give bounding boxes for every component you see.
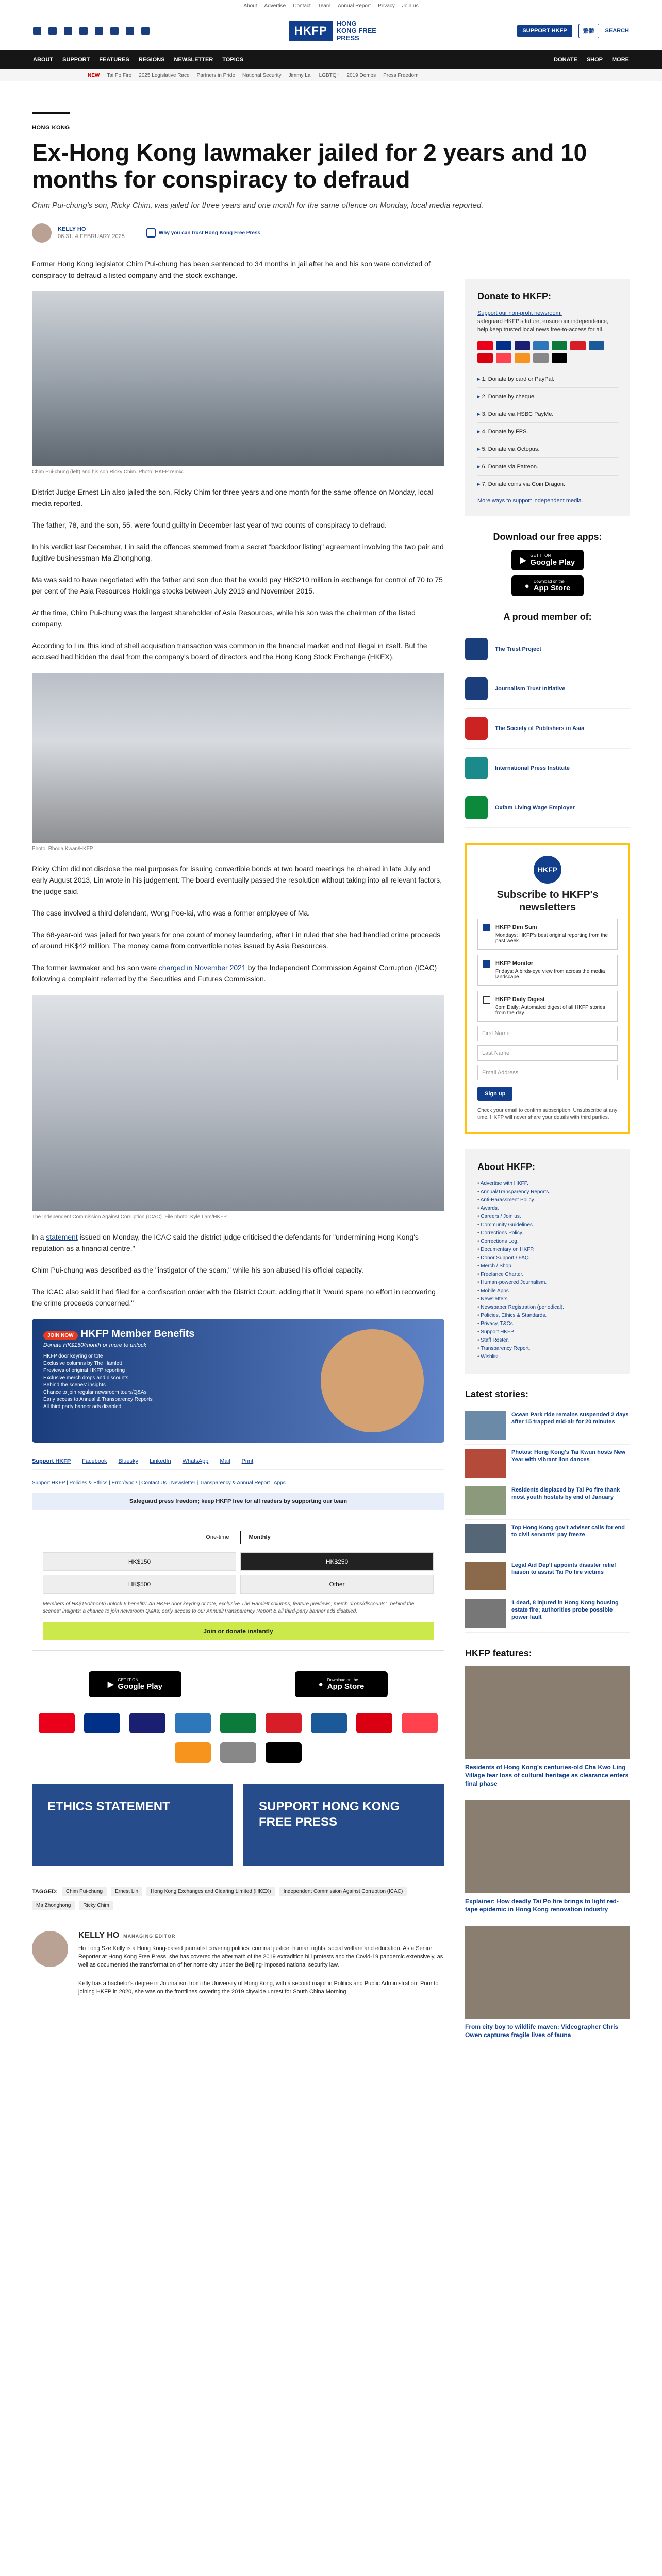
about-link[interactable]: • Merch / Shop. bbox=[477, 1262, 618, 1270]
donate-method[interactable]: ▸ 2. Donate by cheque. bbox=[477, 387, 618, 405]
sidebar bbox=[465, 258, 630, 2052]
paypal-icon bbox=[84, 1713, 120, 1733]
logo-box: HKFP bbox=[289, 21, 333, 41]
about-link[interactable]: • Transparency Report. bbox=[477, 1345, 618, 1353]
nav-item[interactable]: SHOP bbox=[586, 57, 603, 63]
paragraph: Ricky Chim did not disclose the real purposes for issuing convertible bonds at two board meetings he chaired in late July and early August 2013, Lin wrote in his judgement. The board eventually passed the resolution without taking into all relevant factors, the judge said. bbox=[32, 865, 442, 895]
latest-story[interactable] bbox=[465, 1407, 630, 1445]
bluesky-icon[interactable] bbox=[48, 27, 57, 35]
donate-widget bbox=[465, 279, 630, 516]
about-link[interactable]: • Advertise with HKFP. bbox=[477, 1180, 618, 1188]
tag[interactable]: Independent Commission Against Corruption (ICAC) bbox=[279, 1887, 407, 1896]
threads-icon[interactable] bbox=[79, 27, 88, 35]
author-bio: Ho Long Sze Kelly is a Hong Kong-based journalist covering politics, criminal justice, human rights, social welfare and education. As a Senior Reporter at Hong Kong Free Press, she has covered the aftermath of the 2019 extradition bill protests and the Covid-19 pandemic extensively, as well as documented the transformation of her home city under the Beijing-imposed national security law. bbox=[78, 1945, 443, 1968]
visa-icon bbox=[129, 1713, 166, 1733]
story-thumbnail bbox=[465, 1562, 506, 1590]
paragraph: The case involved a third defendant, Wong Poe-lai, who was a former employee of Ma. bbox=[32, 909, 310, 917]
paragraph: District Judge Ernest Lin also jailed the son, Ricky Chim for three years and one month for the same offence on Monday, local media reported. bbox=[32, 488, 433, 507]
donate-title: Donate to HKFP: bbox=[477, 291, 551, 301]
author-name[interactable]: KELLY HO bbox=[58, 226, 86, 232]
article-category[interactable]: HONG KONG bbox=[32, 112, 70, 131]
donate-button[interactable]: Join or donate instantly bbox=[43, 1622, 434, 1640]
subnav-item[interactable]: 2019 Demos bbox=[346, 72, 376, 78]
author-bio: Kelly has a bachelor's degree in Journalism from the University of Hong Kong, with a second major in Politics and Public Administration. Prior to joining HKFP in 2020, she was on the frontlines covering the 2019 citywide unrest for South China Morning bbox=[78, 1980, 439, 1995]
apps-title: Download our free apps: bbox=[493, 532, 602, 542]
benefit-item: HKFP door keyring or tote bbox=[43, 1353, 103, 1359]
amount-option[interactable]: HK$250 bbox=[240, 1552, 434, 1571]
feature-image bbox=[465, 1800, 630, 1893]
instagram-icon[interactable] bbox=[64, 27, 72, 35]
topnav-link[interactable]: Contact bbox=[293, 3, 311, 9]
subnav-item[interactable]: 2025 Legislative Race bbox=[139, 72, 190, 78]
about-link[interactable]: • Careers / Join us. bbox=[477, 1213, 618, 1221]
photo-caption: Photo: Rhoda Kwan/HKFP. bbox=[32, 846, 94, 852]
feature-story[interactable] bbox=[465, 1926, 630, 2039]
checkbox[interactable] bbox=[483, 996, 490, 1004]
apple-icon: ● bbox=[524, 581, 529, 590]
about-link[interactable]: • Staff Roster. bbox=[477, 1336, 618, 1345]
topnav-link[interactable]: Team bbox=[318, 3, 331, 9]
latest-story[interactable] bbox=[465, 1595, 630, 1633]
newsletter-widget bbox=[465, 843, 630, 1134]
share-link[interactable]: LinkedIn bbox=[150, 1458, 171, 1464]
tab-one-time[interactable]: One-time bbox=[197, 1531, 238, 1544]
topnav-link[interactable]: Annual Report bbox=[338, 3, 371, 9]
visa-icon bbox=[515, 341, 530, 350]
share-bar bbox=[32, 1453, 444, 1470]
story-thumbnail bbox=[465, 1449, 506, 1478]
tag[interactable]: Chim Pui-chung bbox=[62, 1887, 107, 1896]
octopus-icon bbox=[175, 1742, 211, 1763]
donate-method[interactable]: ▸ 7. Donate coins via Coin Dragon. bbox=[477, 475, 618, 493]
about-link[interactable]: • Policies, Ethics & Standards. bbox=[477, 1312, 618, 1320]
about-link[interactable]: • Newsletters. bbox=[477, 1295, 618, 1303]
paragraph: The ICAC also said it had filed for a confiscation order with the District Court, adding that it "would spare no effort in recovering the crime proceeds concerned." bbox=[32, 1287, 436, 1307]
topnav-link[interactable]: Advertise bbox=[264, 3, 286, 9]
tagged-label: TAGGED: bbox=[32, 1888, 58, 1895]
story-thumbnail bbox=[465, 1524, 506, 1553]
amount-option[interactable]: HK$150 bbox=[43, 1552, 236, 1571]
about-link[interactable]: • Documentary on HKFP. bbox=[477, 1246, 618, 1254]
donate-methods bbox=[477, 370, 618, 493]
article-photo bbox=[32, 995, 444, 1211]
article-subtitle: Chim Pui-chung's son, Ricky Chim, was jailed for three years and one month for the same offence on Monday, local media reported. bbox=[32, 201, 484, 210]
payme-icon bbox=[356, 1713, 392, 1733]
story-thumbnail bbox=[465, 1486, 506, 1515]
feature-image bbox=[465, 1666, 630, 1759]
member-logo[interactable]: The Society of Publishers in Asia bbox=[465, 709, 630, 749]
newsletter-title: Subscribe to HKFP's newsletters bbox=[496, 889, 599, 913]
trust-label: Why you can trust Hong Kong Free Press bbox=[158, 230, 261, 236]
benefit-item: Chance to join regular newsroom tours/Q&As bbox=[43, 1389, 147, 1395]
author-role: MANAGING EDITOR bbox=[123, 1934, 176, 1939]
header bbox=[0, 12, 662, 50]
author-name[interactable]: KELLY HO bbox=[78, 1931, 120, 1940]
latest-story[interactable] bbox=[465, 1520, 630, 1557]
about-link[interactable]: • Mobile Apps. bbox=[477, 1287, 618, 1295]
about-link[interactable]: • Donor Support / FAQ. bbox=[477, 1254, 618, 1262]
checkbox[interactable] bbox=[483, 924, 490, 931]
payment-methods bbox=[32, 1713, 444, 1763]
about-link[interactable]: • Anti-Harassment Policy. bbox=[477, 1196, 618, 1205]
nav-item[interactable]: TOPICS bbox=[222, 57, 244, 63]
language-button[interactable]: 繁體 bbox=[578, 24, 599, 38]
newsletter-option[interactable]: HKFP Daily Digest 8pm Daily: Automated digest of all HKFP stories from the day. bbox=[477, 991, 618, 1022]
google-play-button[interactable]: ▶ GET IT ON Google Play bbox=[511, 550, 584, 570]
more-ways-link[interactable]: More ways to support independent media. bbox=[477, 498, 583, 504]
top-utility-nav bbox=[0, 0, 662, 12]
fps-icon bbox=[311, 1713, 347, 1733]
tag[interactable]: Ernest Lin bbox=[111, 1887, 142, 1896]
about-title: About HKFP: bbox=[477, 1162, 535, 1172]
feature-story[interactable] bbox=[465, 1666, 630, 1788]
jcb-icon bbox=[552, 341, 567, 350]
story-thumbnail bbox=[465, 1411, 506, 1440]
about-link[interactable]: • Annual/Transparency Reports. bbox=[477, 1188, 618, 1196]
shield-icon bbox=[146, 228, 156, 238]
facebook-icon[interactable] bbox=[33, 27, 41, 35]
nav-item[interactable]: DONATE bbox=[554, 57, 577, 63]
share-link[interactable]: Bluesky bbox=[118, 1458, 139, 1464]
unionpay-icon bbox=[570, 341, 586, 350]
latest-list bbox=[465, 1407, 630, 1633]
safeguard-bar[interactable]: Safeguard press freedom; keep HKFP free for all readers by supporting our team bbox=[32, 1493, 444, 1510]
story-title: 1 dead, 8 injured in Hong Kong housing estate fire; authorities probe possible power fault bbox=[511, 1600, 619, 1620]
checkbox[interactable] bbox=[483, 960, 490, 968]
subnav-item[interactable]: LGBTQ+ bbox=[319, 72, 340, 78]
payme-icon bbox=[477, 353, 493, 363]
amex-icon bbox=[533, 341, 549, 350]
benefit-item: Exclusive merch drops and discounts bbox=[43, 1375, 129, 1381]
last-name-field[interactable]: Last Name bbox=[477, 1045, 618, 1061]
nav-item[interactable]: ABOUT bbox=[33, 57, 54, 63]
main-navbar bbox=[0, 50, 662, 69]
subnav-item[interactable]: Tai Po Fire bbox=[107, 72, 132, 78]
card-logos bbox=[477, 341, 618, 363]
linkedin-icon[interactable] bbox=[126, 27, 134, 35]
member-logo[interactable]: Journalism Trust Initiative bbox=[465, 669, 630, 709]
paragraph: At the time, Chim Pui-chung was the largest shareholder of Asia Resources, while his son was the chairman of the listed company. bbox=[32, 608, 416, 628]
feature-title: From city boy to wildlife maven: Videographer Chris Owen captures fragile lives of fauna bbox=[465, 2023, 619, 2039]
photo-caption: The Independent Commission Against Corruption (ICAC). File photo: Kyle Lam/HKFP. bbox=[32, 1214, 228, 1220]
donation-note: Members of HK$150/month unlock 6 benefits: An HKFP door keyring or tote; exclusive The Hamlett columns; feature previews; merch drops/discounts; "behind the scenes" insights; a chance to join newsroom Q&As; early access to our Annual/Transparency Report & all third-party banner ads disabled. bbox=[43, 1601, 415, 1614]
newsletter-option[interactable]: HKFP Monitor Fridays: A birds-eye view from across the media landscape. bbox=[477, 955, 618, 986]
feature-title: Residents of Hong Kong's centuries-old Cha Kwo Ling Village fear loss of cultural heritage as clearance enters final phase bbox=[465, 1764, 629, 1787]
google-play-button[interactable]: ▶ GET IT ON Google Play bbox=[89, 1671, 181, 1697]
donate-method[interactable]: ▸ 6. Donate via Patreon. bbox=[477, 457, 618, 475]
topnav-link[interactable]: Join us bbox=[402, 3, 419, 9]
paragraph: In his verdict last December, Lin said the offences stemmed from a secret "backdoor listing" agreement involving the two pair and fugitive businessman Ma Zhonghong. bbox=[32, 543, 444, 562]
latest-story[interactable] bbox=[465, 1445, 630, 1482]
member-logo[interactable]: The Trust Project bbox=[465, 630, 630, 669]
member-title: A proud member of: bbox=[503, 612, 592, 622]
amount-option[interactable]: Other bbox=[240, 1575, 434, 1594]
donate-method[interactable]: ▸ 1. Donate by card or PayPal. bbox=[477, 370, 618, 387]
subscribe-note: Check your email to confirm subscription. Unsubscribe at any time. HKFP will never share your details with third parties. bbox=[477, 1108, 618, 1121]
gpay-icon bbox=[220, 1742, 256, 1763]
promo-subtitle: Donate HK$150/month or more to unlock bbox=[43, 1342, 146, 1348]
feature-title: Explainer: How deadly Tai Po fire brings to light red-tape epidemic in Hong Kong renovation industry bbox=[465, 1897, 619, 1913]
benefit-item: All third party banner ads disabled bbox=[43, 1404, 122, 1410]
search-link[interactable]: SEARCH bbox=[605, 28, 629, 34]
social-links bbox=[33, 27, 150, 35]
promo-title: HKFP Member Benefits bbox=[80, 1328, 195, 1340]
feature-image bbox=[465, 1926, 630, 2019]
play-icon: ▶ bbox=[520, 556, 526, 565]
about-list bbox=[477, 1180, 618, 1361]
subnav-new-label: NEW bbox=[88, 72, 100, 78]
paragraph: The father, 78, and the son, 55, were found guilty in December last year of two counts of conspiracy to defraud. bbox=[32, 521, 387, 529]
paragraph: Ma was said to have negotiated with the father and son duo that he would pay HK$210 million in exchange for control of 70 to 75 per cent of the Asia Resources Holdings stocks between July 2013 and November 2015. bbox=[32, 575, 443, 595]
member-logo[interactable]: Oxfam Living Wage Employer bbox=[465, 788, 630, 828]
about-link[interactable]: • Privacy, T&Cs. bbox=[477, 1320, 618, 1328]
donate-method[interactable]: ▸ 3. Donate via HSBC PayMe. bbox=[477, 405, 618, 422]
donation-form bbox=[32, 1520, 444, 1651]
first-name-field[interactable]: First Name bbox=[477, 1026, 618, 1041]
story-title: Photos: Hong Kong's Tai Kwun hosts New Year with vibrant lion dances bbox=[511, 1449, 626, 1463]
about-link[interactable]: • Corrections Policy. bbox=[477, 1229, 618, 1238]
benefit-item: Early access to Annual & Transparency Reports bbox=[43, 1397, 153, 1402]
gpay-icon bbox=[533, 353, 549, 363]
apple-icon: ● bbox=[318, 1680, 323, 1689]
hkfp-logo: HKFP bbox=[534, 856, 561, 884]
author-avatar bbox=[32, 223, 52, 243]
about-link[interactable]: • Wishlist. bbox=[477, 1353, 618, 1361]
benefit-item: Behind the scenes' insights bbox=[43, 1382, 106, 1388]
support-button[interactable]: SUPPORT HKFP bbox=[517, 25, 572, 37]
photo-caption: Chim Pui-chung (left) and his son Ricky Chim. Photo: HKFP remix. bbox=[32, 469, 184, 475]
about-link[interactable]: • Awards. bbox=[477, 1205, 618, 1213]
about-link[interactable]: • Newspaper Registration (periodical). bbox=[477, 1303, 618, 1312]
article-body bbox=[32, 258, 444, 2052]
latest-story[interactable] bbox=[465, 1482, 630, 1520]
subnav-item[interactable]: Press Freedom bbox=[383, 72, 419, 78]
mastercard-icon bbox=[477, 341, 493, 350]
charged-link[interactable]: charged in November 2021 bbox=[158, 963, 246, 972]
nav-item[interactable]: REGIONS bbox=[138, 57, 165, 63]
article-photo bbox=[32, 673, 444, 843]
statement-link[interactable]: statement bbox=[46, 1233, 78, 1241]
topic-subnav bbox=[0, 69, 662, 81]
newsletter-option[interactable]: HKFP Dim Sum Mondays: HKFP's best original reporting from the past week. bbox=[477, 919, 618, 950]
about-link[interactable]: • Freelance Charter. bbox=[477, 1270, 618, 1279]
tab-monthly[interactable]: Monthly bbox=[240, 1531, 279, 1544]
donate-text: safeguard HKFP's future, ensure our independence, help keep trusted local news free-to-access for all. bbox=[477, 318, 609, 333]
paypal-icon bbox=[496, 341, 511, 350]
unionpay-icon bbox=[266, 1713, 302, 1733]
share-link[interactable]: Facebook bbox=[82, 1458, 107, 1464]
subnav-item[interactable]: Jimmy Lai bbox=[288, 72, 312, 78]
app-store-button[interactable]: ● Download on the App Store bbox=[295, 1671, 388, 1697]
site-logo[interactable] bbox=[289, 20, 378, 42]
fps-icon bbox=[589, 341, 604, 350]
story-title: Ocean Park ride remains suspended 2 days after 15 trapped mid-air for 20 minutes bbox=[511, 1412, 629, 1425]
app-store-button[interactable]: ● Download on the App Store bbox=[511, 575, 584, 596]
donate-method[interactable]: ▸ 5. Donate via Octopus. bbox=[477, 440, 618, 457]
paragraph: The former lawmaker and his son were charged in November 2021 by the Independent Commission Against Corruption (ICAC) following a complaint referred by the Securities and Futures Commission. bbox=[32, 963, 437, 983]
rss-icon[interactable] bbox=[141, 27, 150, 35]
tag[interactable]: Hong Kong Exchanges and Clearing Limited (HKEX) bbox=[146, 1887, 275, 1896]
publish-date: 06:31, 4 FEBRUARY 2025 bbox=[58, 233, 125, 240]
about-link[interactable]: • Human-powered Journalism. bbox=[477, 1279, 618, 1287]
about-link[interactable]: • Support HKFP. bbox=[477, 1328, 618, 1336]
story-thumbnail bbox=[465, 1599, 506, 1628]
features-title: HKFP features: bbox=[465, 1648, 532, 1658]
donate-method[interactable]: ▸ 4. Donate by FPS. bbox=[477, 422, 618, 440]
latest-title: Latest stories: bbox=[465, 1389, 529, 1399]
story-title: Legal Aid Dep't appoints disaster relief liaison to assist Tai Po fire victims bbox=[511, 1562, 616, 1575]
email-field[interactable]: Email Address bbox=[477, 1065, 618, 1080]
ethics-banner[interactable]: ETHICS STATEMENT bbox=[32, 1784, 233, 1866]
mastercard-icon bbox=[39, 1713, 75, 1733]
paragraph: In a statement issued on Monday, the ICAC said the district judge criticised the defendants for "undermining Hong Kong's reputation as a financial centre." bbox=[32, 1233, 419, 1252]
share-link[interactable]: Mail bbox=[220, 1458, 230, 1464]
signup-button[interactable]: Sign up bbox=[477, 1087, 512, 1101]
about-link[interactable]: • Community Guidelines. bbox=[477, 1221, 618, 1229]
feature-story[interactable] bbox=[465, 1800, 630, 1913]
applepay-icon bbox=[266, 1742, 302, 1763]
benefit-item: Previews of original HKFP reporting bbox=[43, 1368, 125, 1374]
play-icon: ▶ bbox=[107, 1680, 114, 1689]
subnav-item[interactable]: National Security bbox=[242, 72, 282, 78]
octopus-icon bbox=[515, 353, 530, 363]
author-avatar bbox=[32, 1931, 68, 1967]
article-title: Ex-Hong Kong lawmaker jailed for 2 years and 10 months for conspiracy to defraud bbox=[32, 139, 587, 193]
applepay-icon bbox=[552, 353, 567, 363]
share-link[interactable]: WhatsApp bbox=[182, 1458, 209, 1464]
donate-link[interactable]: Support our non-profit newsroom: bbox=[477, 310, 562, 316]
youtube-icon[interactable] bbox=[110, 27, 119, 35]
join-now-badge: JOIN NOW bbox=[43, 1331, 78, 1340]
patreon-icon bbox=[402, 1713, 438, 1733]
jcb-icon bbox=[220, 1713, 256, 1733]
paragraph: Chim Pui-chung was described as the "instigator of the scam," while his son abused his official capacity. bbox=[32, 1266, 363, 1274]
nav-item[interactable]: SUPPORT bbox=[62, 57, 90, 63]
about-link[interactable]: • Corrections Log. bbox=[477, 1238, 618, 1246]
features-list bbox=[465, 1666, 630, 2039]
amex-icon bbox=[175, 1713, 211, 1733]
member-benefits-banner[interactable] bbox=[32, 1319, 444, 1443]
mascot-illustration bbox=[321, 1329, 424, 1432]
byline bbox=[32, 223, 630, 243]
logo-text: HONG KONG FREE PRESS bbox=[336, 20, 376, 42]
topnav-link[interactable]: Privacy bbox=[378, 3, 395, 9]
member-logo[interactable]: International Press Institute bbox=[465, 749, 630, 788]
trust-link[interactable] bbox=[146, 228, 260, 238]
patreon-icon bbox=[496, 353, 511, 363]
article-photo bbox=[32, 291, 444, 466]
amount-option[interactable]: HK$500 bbox=[43, 1575, 236, 1594]
nav-item[interactable]: NEWSLETTER bbox=[174, 57, 213, 63]
whatsapp-icon[interactable] bbox=[95, 27, 103, 35]
tag-list bbox=[32, 1887, 444, 1910]
support-banner[interactable]: SUPPORT HONG KONG FREE PRESS bbox=[243, 1784, 444, 1866]
about-widget bbox=[465, 1149, 630, 1374]
paragraph: The 68-year-old was jailed for two years for one count of money laundering, after Lin ruled that she had handled crime proceeds of around HK$42 million. The money came from convertible notes issued by Asia Resources. bbox=[32, 930, 441, 950]
latest-story[interactable] bbox=[465, 1557, 630, 1595]
author-box bbox=[32, 1931, 444, 2006]
subnav-item[interactable]: Partners in Pride bbox=[196, 72, 236, 78]
share-link[interactable]: Support HKFP bbox=[32, 1458, 71, 1464]
nav-item[interactable]: MORE bbox=[612, 57, 629, 63]
share-link[interactable]: Print bbox=[241, 1458, 254, 1464]
nav-item[interactable]: FEATURES bbox=[99, 57, 129, 63]
topnav-link[interactable]: About bbox=[243, 3, 257, 9]
tag[interactable]: Ricky Chim bbox=[79, 1901, 113, 1910]
story-title: Top Hong Kong gov't adviser calls for end to civil servants' pay freeze bbox=[511, 1524, 625, 1538]
story-title: Residents displaced by Tai Po fire thank most youth hostels by end of January bbox=[511, 1487, 620, 1500]
paragraph: According to Lin, this kind of shell acquisition transaction was common in the financial market and not illegal in itself. But the accused had hidden the deal from the company's board of directors and the Hong Kong Stock Exchange (HKEX). bbox=[32, 641, 427, 661]
benefit-item: Exclusive columns by The Hamlett bbox=[43, 1361, 122, 1366]
tag[interactable]: Ma Zhonghong bbox=[32, 1901, 75, 1910]
footer-links[interactable]: Support HKFP | Policies & Ethics | Error/typo? | Contact Us | Newsletter | Transparency & Annual Report | Apps bbox=[32, 1480, 286, 1486]
paragraph: Former Hong Kong legislator Chim Pui-chung has been sentenced to 34 months in jail after he and his son were convicted of conspiracy to defraud a listed company and the stock exchange. bbox=[32, 260, 431, 279]
